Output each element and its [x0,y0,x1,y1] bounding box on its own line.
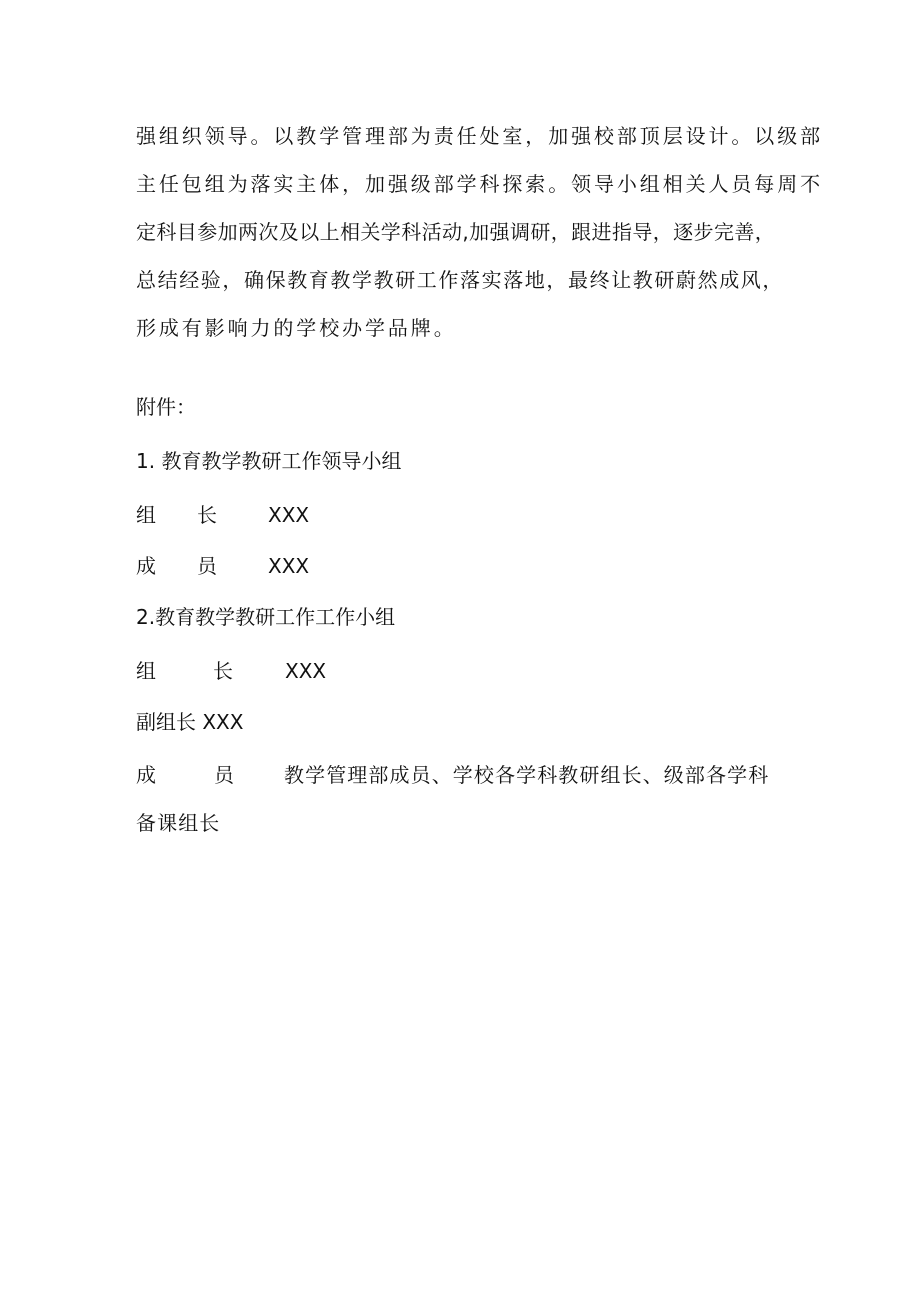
group2-leader-value: XXX [285,659,327,683]
group1-member-value: XXX [268,554,310,578]
paragraph-line: 强组织领导。以教学管理部为责任处室，加强校部顶层设计。以级部 [136,124,823,148]
group1-title: 1. 教育教学教研工作领导小组 [136,449,402,473]
group1-leader-value: XXX [268,503,310,527]
group2-member-block [136,751,796,847]
group1-member-label-a: 成 [136,554,156,578]
group1-leader-label-b: 长 [197,503,217,527]
paragraph-line: 定科目参加两次及以上相关学科活动,加强调研，跟进指导，逐步完善， [136,220,776,244]
group2-leader-label-b: 长 [213,659,233,683]
group2-deputy-line: 副组长 XXX [136,710,244,734]
paragraph-line: 主任包组为落实主体，加强级部学科探索。领导小组相关人员每周不 [136,172,823,196]
group2-member-label-a: 成 [136,763,158,787]
group2-title: 2.教育教学教研工作工作小组 [136,605,396,629]
paragraph-line: 总结经验，确保教育教学教研工作落实落地，最终让教研蔚然成风， [136,268,784,292]
group2-leader-label-a: 组 [136,659,156,683]
group2-member-value-line2: 备课组长 [136,811,221,835]
paragraph-line: 形成有影响力的学校办学品牌。 [136,316,457,340]
body-paragraph [136,112,823,352]
group2-member-value-line1: 教学管理部成员、学校各学科教研组长、级部各学科 [284,763,770,787]
attachment-heading: 附件： [136,395,196,419]
group2-member-label-b: 员 [214,763,236,787]
group1-leader-label-a: 组 [136,503,156,527]
group1-member-label-b: 员 [197,554,217,578]
